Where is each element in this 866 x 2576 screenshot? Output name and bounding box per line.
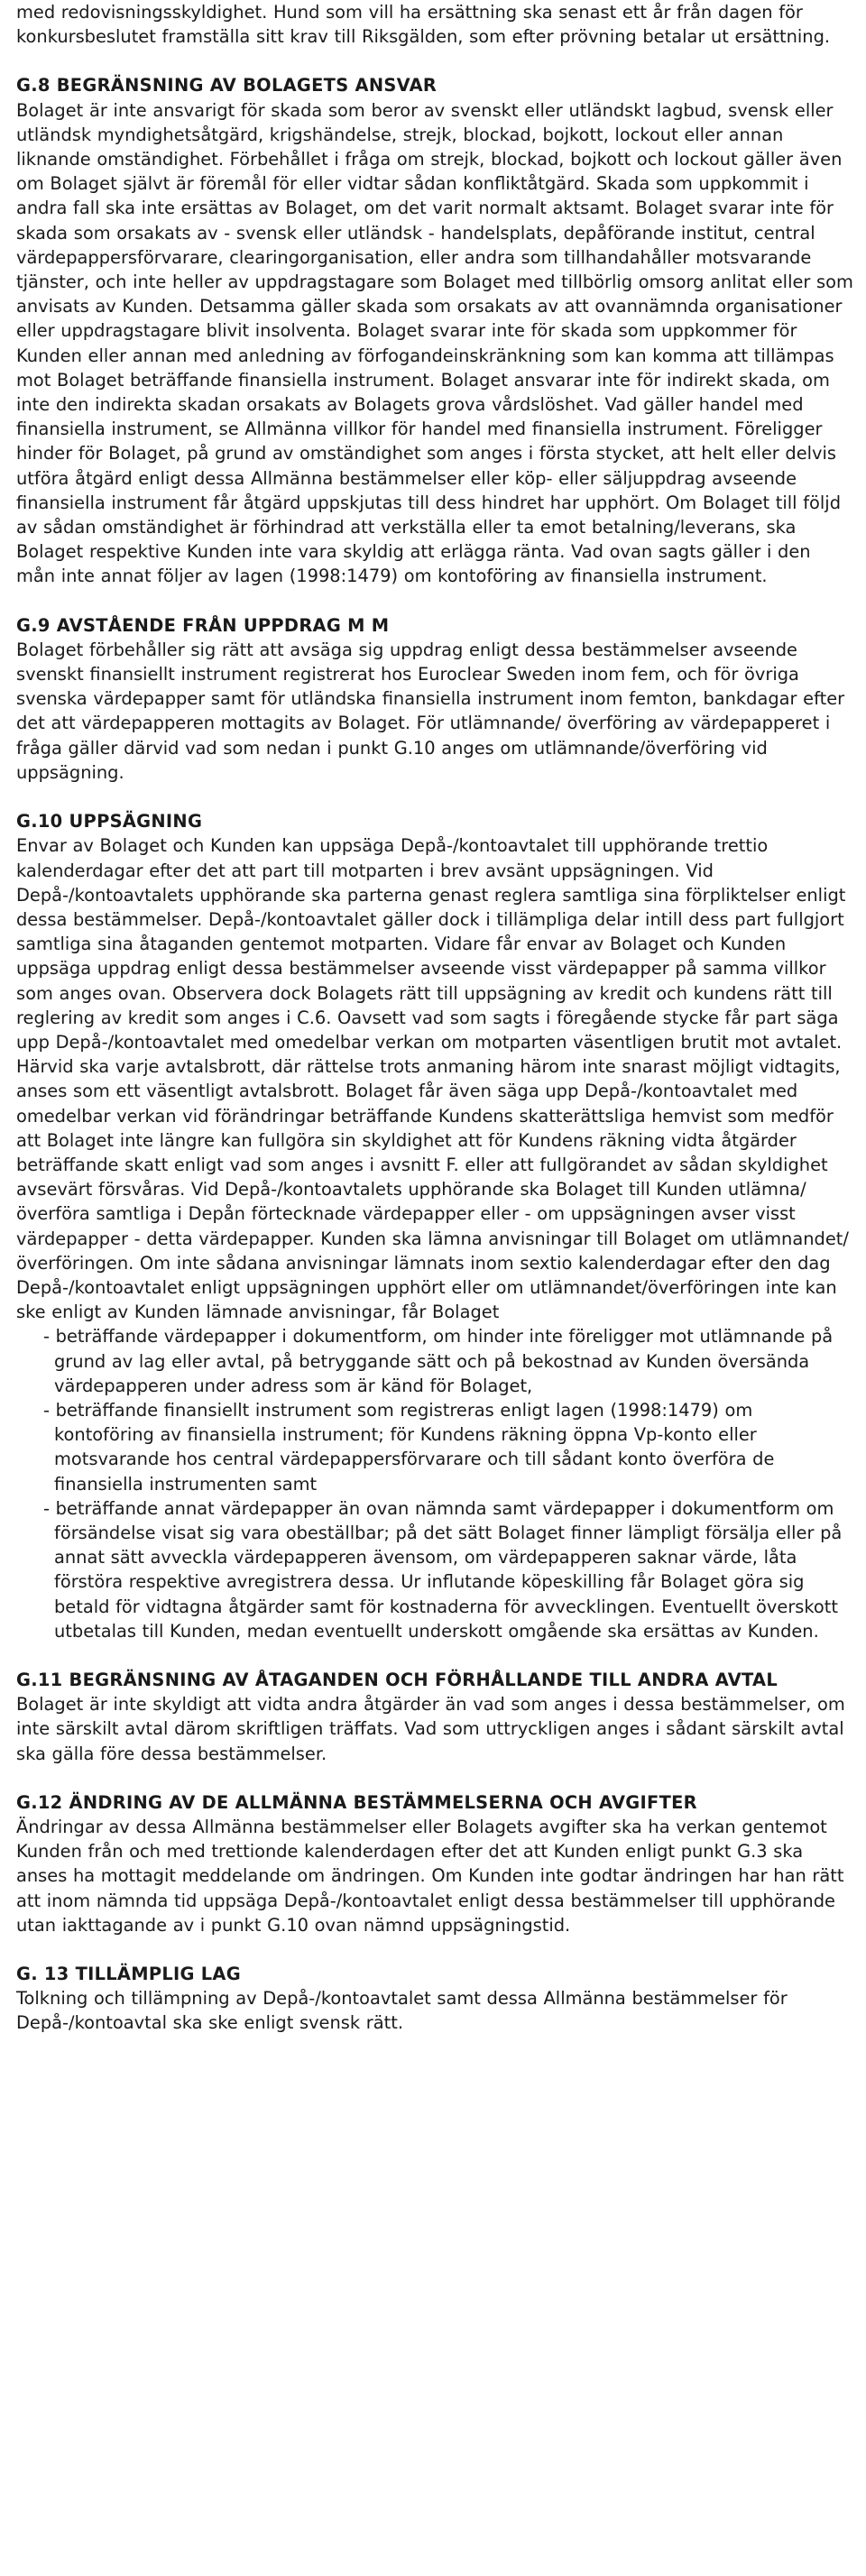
section-body: Ändringar av dessa Allmänna bestämmelser eller Bolagets avgifter ska ha verkan gentemot Kunden från och med trettionde kalenderdagen efter det att Kunden enligt punkt G.3 ska anses ha mottagit meddelande om ändringen. Om Kunden inte godtar ändringen har han rätt att inom nämnda tid uppsäga Depå-/kontoavtalet enligt dessa bestämmelser till upphörande utan iakttagande av i punkt G.10 ovan nämnd uppsägningstid. (16, 1817, 844, 1936)
section-body: Bolaget är inte skyldigt att vidta andra åtgärder än vad som anges i dessa bestämmelser, om inte särskilt avtal därom skriftligen träffats. Vad som uttryckligen anges i sådant särskilt avtal ska gälla före dessa bestämmelser. (16, 1694, 845, 1764)
intro-paragraph: med redovisningsskyldighet. Hund som vill ha ersättning ska senast ett år från dagen för konkursbeslutet framställa sitt krav till Riksgälden, som efter prövning betalar ut ersättning. (16, 2, 831, 48)
section-body: Tolkning och tillämpning av Depå-/kontoavtalet samt dessa Allmänna bestämmelser för Depå-/kontoavtal ska ske enligt svensk rätt. (16, 1988, 788, 2034)
section-body: Bolaget förbehåller sig rätt att avsäga sig uppdrag enligt dessa bestämmelser avseende svenskt finansiellt instrument registrerat hos Euroclear Sweden inom fem, och för övriga svenska värdepapper samt för utländska finansiella instrument inom femton, bankdagar efter det att värdepapperen mottagits av Bolaget. För utlämnande/ överföring av värdepapperet i fråga gäller därvid vad som nedan i punkt G.10 anges om utlämnande/överföring vid uppsägning. (16, 639, 845, 783)
section-heading: G.9 AVSTÅENDE FRÅN UPPDRAG M M (16, 614, 390, 636)
section-body: Bolaget är inte ansvarigt för skada som beror av svenskt eller utländskt lagbud, svensk eller utländsk myndighetsåtgärd, krigshändelse, strejk, blockad, bojkott, lockout eller annan liknande omständighet. Förbehållet i fråga om strejk, blockad, bojkott och lockout gäller även om Bolaget självt är föremål för eller vidtar sådan konfliktåtgärd. Skada som uppkommit i andra fall ska inte ersättas av Bolaget, om det varit normalt aktsamt. Bolaget svarar inte för skada som orsakats av - svensk eller utländsk - handelsplats, depåförande institut, central värdepappersförvarare, clearingorganisation, eller andra som tillhandahåller motsvarande tjänster, och inte heller av uppdragstagare som Bolaget med tillbörlig omsorg anlitat eller som anvisats av Kunden. Detsamma gäller skada som orsakats av att ovannämnda organisationer eller uppdragstagare blivit insolventa. Bolaget svarar inte för skada som uppkommer för Kunden eller annan med anledning av förfogandeinskränkning som kan komma att tillämpas mot Bolaget beträffande finansiella instrument. Bolaget ansvarar inte för indirekt skada, om inte den indirekta skadan orsakats av Bolagets grova vårdslöshet. Vad gäller handel med finansiella instrument, se Allmänna villkor för handel med finansiella instrument. Föreligger hinder för Bolaget, på grund av omständighet som anges i första stycket, att helt eller delvis utföra åtgärd enligt dessa Allmänna bestämmelser eller köp- eller säljuppdrag avseende finansiella instrument får åtgärd uppskjutas till dess hindret har upphört. Om Bolaget till följd av sådan omständighet är förhindrad att verkställa eller ta emot betalning/leverans, ska Bolaget respektive Kunden inte vara skyldig att erlägga ränta. Vad ovan sagts gäller i den mån inte annat följer av lagen (1998:1479) om kontoföring av finansiella instrument. (16, 99, 853, 587)
section-heading: G.10 UPPSÄGNING (16, 811, 203, 833)
section-heading: G.8 BEGRÄNSNING AV BOLAGETS ANSVAR (16, 75, 438, 97)
section-heading: G.11 BEGRÄNSNING AV ÅTAGANDEN OCH FÖRHÅLLANDE TILL ANDRA AVTAL (16, 1670, 778, 1690)
section-g12 (16, 1790, 853, 1937)
section-heading: G.12 ÄNDRING AV DE ALLMÄNNA BESTÄMMELSERNA OCH AVGIFTER (16, 1791, 697, 1813)
section-heading: G. 13 TILLÄMPLIG LAG (16, 1964, 241, 1985)
section-g9 (16, 613, 853, 785)
section-body: Envar av Bolaget och Kunden kan uppsäga Depå-/kontoavtalet till upphörande trettio kalenderdagar efter det att part till motparten i brev avsänt uppsägningen. Vid Depå-/kontoavtalets upphörande ska parterna genast reglera samtliga sina förpliktelser enligt dessa bestämmelser. Depå-/kontoavtalet gäller dock i tillämpliga delar intill dess part fullgjort samtliga sina åtaganden gentemot motparten. Vidare får envar av Bolaget och Kunden uppsäga uppdrag enligt dessa bestämmelser avseende visst värdepapper på samma villkor som anges ovan. Observera dock Bolagets rätt till uppsägning av kredit och kundens rätt till reglering av kredit som anges i C.6. Oavsett vad som sagts i föregående stycke får part säga upp Depå-/kontoavtalet med omedelbar verkan om motparten väsentligen brutit mot avtalet. Härvid ska varje avtalsbrott, där rättelse trots anmaning härom inte snarast möjligt vidtagits, anses som ett väsentligt avtalsbrott. Bolaget får även säga upp Depå-/kontoavtalet med omedelbar verkan vid förändringar beträffande Kundens skatterättsliga hemvist som medför att Bolaget inte längre kan fullgöra sin skyldighet att för Kundens räkning vidta åtgärder beträffande skatt enligt vad som anges i avsnitt F. eller att fullgörandet av sådan skyldighet avsevärt försvåras. Vid Depå-/kontoavtalets upphörande ska Bolaget till Kunden utlämna/överföra samtliga i Depån förtecknade värdepapper eller - om uppsägningen avser visst värdepapper - detta värdepapper. Kunden ska lämna anvisningar till Bolaget om utlämnandet/överföringen. Om inte sådana anvisningar lämnats inom sextio kalenderdagar efter den dag Depå-/kontoavtalet enligt uppsägningen upphört eller om utlämnandet/överföringen inte kan ske enligt av Kunden lämnade anvisningar, får Bolaget (16, 835, 849, 1323)
list-item: - beträffande annat värdepapper än ovan nämnda samt värdepapper i dokumentform om försändelse visat sig vara obeställbar; på det sätt Bolaget finner lämpligt försälja eller på annat sätt avveckla värdepapperen ävensom, om värdepapperen saknar värde, låta förstöra respektive avregistrera dessa. Ur influtande köpeskilling får Bolaget göra sig betald för vidtagna åtgärder samt för kostnaderna för avvecklingen. Eventuellt överskott utbetalas till Kunden, medan eventuellt underskott omgående ska ersättas av Kunden. (43, 1497, 843, 1642)
section-list (16, 1324, 853, 1643)
list-item: - beträffande värdepapper i dokumentform, om hinder inte föreligger mot utlämnande på grund av lag eller avtal, på betryggande sätt och på bekostnad av Kunden översända värdepapperen under adress som är känd för Bolaget, (43, 1326, 834, 1396)
section-g11 (16, 1668, 853, 1766)
section-g10 (16, 809, 853, 1643)
section-g8 (16, 73, 853, 588)
list-item: - beträffande finansiellt instrument som registreras enligt lagen (1998:1479) om kontoföring av finansiella instrument; för Kundens räkning öppna Vp-konto eller motsvarande hos central värdepappersförvarare och till sådant konto överföra de finansiella instrumenten samt (43, 1399, 775, 1495)
section-g13 (16, 1962, 853, 2036)
